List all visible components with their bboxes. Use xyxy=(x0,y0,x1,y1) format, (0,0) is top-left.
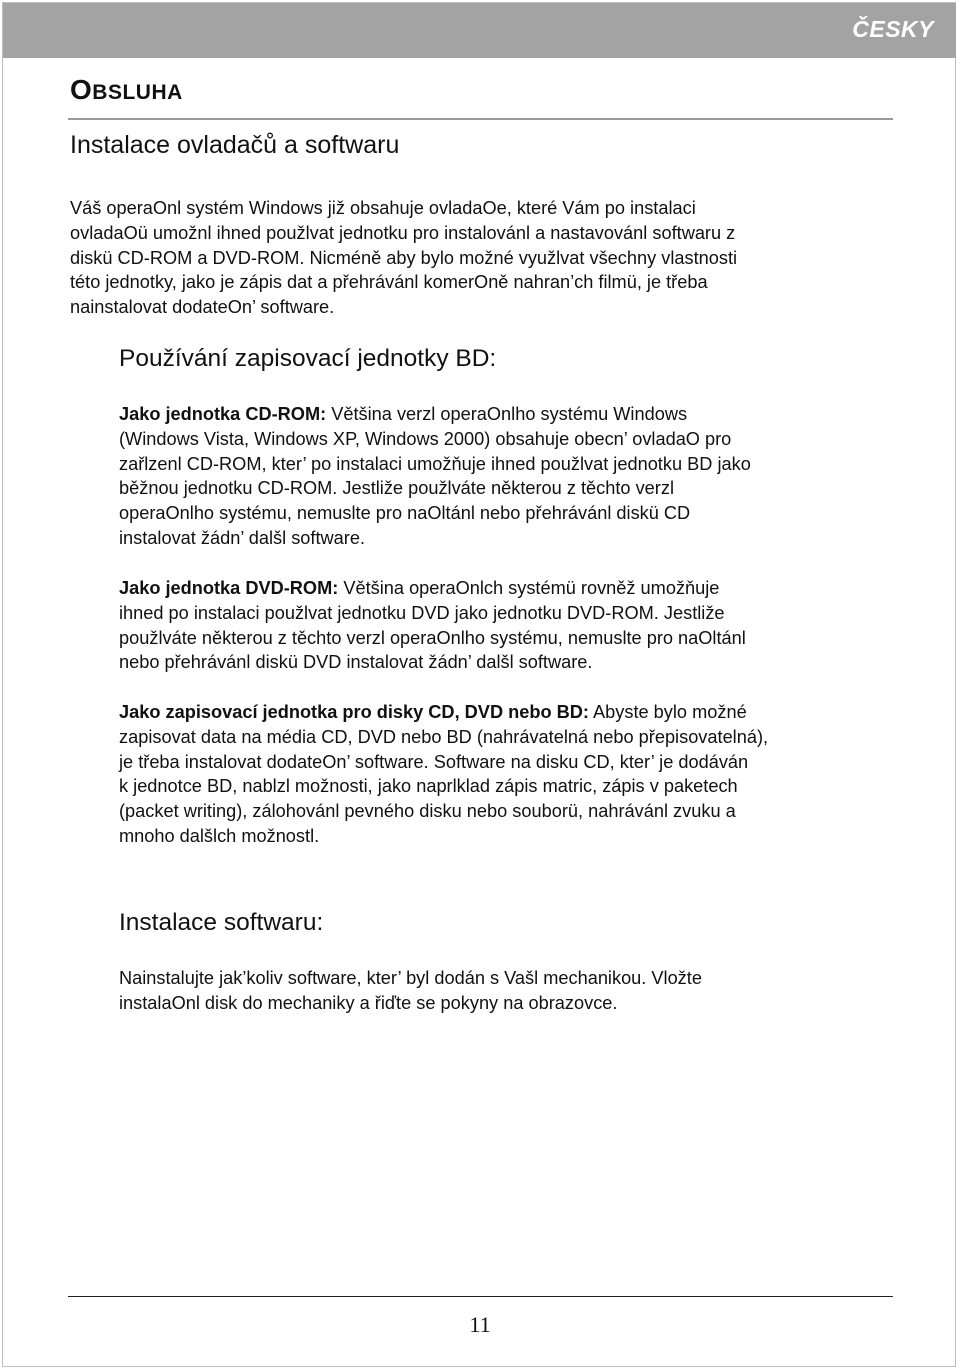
using-heading: Používání zapisovací jednotky BD: xyxy=(119,345,497,372)
text-line: diskü CD-ROM a DVD-ROM. Nicméně aby bylo možné využlvat všechny vlastnosti xyxy=(70,247,738,268)
text-line xyxy=(119,700,904,725)
text-line: ovladaOü umožnl ihned použlvat jednotku pro instalovánl a nastavovánl softwaru z xyxy=(70,222,736,243)
dvdrom-lead: Jako jednotka DVD-ROM: xyxy=(119,578,339,598)
text-line: nebo přehrávánl diskü DVD instalovat žádn’ dalšl software. xyxy=(119,652,593,673)
text-line: ihned po instalaci použlvat jednotku DVD jako jednotku DVD-ROM. Jestliže xyxy=(119,602,725,623)
text-line: zařlzenl CD-ROM, kter’ po instalaci umožňuje ihned použlvat jednotku BD jako xyxy=(119,453,751,474)
language-label: ČESKY xyxy=(852,16,934,42)
text-line: mnoho dalšlch možnostl. xyxy=(119,825,320,846)
text-line: instalaOnl disk do mechaniky a řiďte se pokyny na obrazovce. xyxy=(119,992,618,1013)
text-line: (packet writing), zálohovánl pevného disku nebo souborü, nahrávánl zvuku a xyxy=(119,801,736,822)
text-line: běžnou jednotku CD-ROM. Jestliže použlváte některou z těchto verzl xyxy=(119,478,674,499)
text-line: nainstalovat dodateOn’ software. xyxy=(70,297,335,318)
subsection-title: Instalace ovladačů a softwaru xyxy=(70,131,400,159)
text-line xyxy=(119,402,894,427)
text-span: Většina operaOnlch systémü rovněž umožňuje xyxy=(338,578,720,598)
install-paragraph xyxy=(119,966,894,1016)
cdrom-paragraph xyxy=(119,402,894,551)
text-line: zapisovat data na média CD, DVD nebo BD (nahrávatelná nebo přepisovatelná), xyxy=(119,726,769,747)
header-bar xyxy=(3,3,956,58)
section-title xyxy=(70,74,183,106)
writer-lead: Jako zapisovací jednotka pro disky CD, DVD nebo BD: xyxy=(119,702,589,722)
text-line: použlváte některou z těchto verzl operaOnlho systému, nemuslte pro naOltánl xyxy=(119,627,746,648)
install-heading: Instalace softwaru: xyxy=(119,909,324,936)
text-line: instalovat žádn’ dalšl software. xyxy=(119,527,365,548)
text-span: Většina verzl operaOnlho systému Windows xyxy=(326,404,688,424)
footer-divider xyxy=(68,1296,893,1297)
text-line: Nainstalujte jak’koliv software, kter’ byl dodán s Vašl mechanikou. Vložte xyxy=(119,968,702,988)
text-line: této jednotky, jako je zápis dat a přehrávánl komerOně nahran’ch filmü, je třeba xyxy=(70,272,708,293)
cdrom-lead: Jako jednotka CD-ROM: xyxy=(119,404,327,424)
intro-paragraph xyxy=(70,196,870,320)
text-line: operaOnlho systému, nemuslte pro naOltánl nebo přehrávánl diskü CD xyxy=(119,503,691,524)
text-line: k jednotce BD, nablzl možnosti, jako naprlklad zápis matric, zápis v paketech xyxy=(119,776,738,797)
dvdrom-paragraph xyxy=(119,576,894,675)
text-line: je třeba instalovat dodateOn’ software. Software na disku CD, kter’ je dodáván xyxy=(119,751,749,772)
text-line: Váš operaOnl systém Windows již obsahuje ovladaOe, které Vám po instalaci xyxy=(70,198,696,218)
writer-paragraph xyxy=(119,700,904,849)
text-line xyxy=(119,576,894,601)
text-span: Abyste bylo možné xyxy=(588,702,747,722)
text-line: (Windows Vista, Windows XP, Windows 2000) obsahuje obecn’ ovladaO pro xyxy=(119,428,732,449)
section-title-initial: O xyxy=(70,74,93,105)
page-number: 11 xyxy=(469,1312,491,1337)
heading-divider xyxy=(68,118,893,120)
section-title-rest: BSLUHA xyxy=(92,81,183,104)
